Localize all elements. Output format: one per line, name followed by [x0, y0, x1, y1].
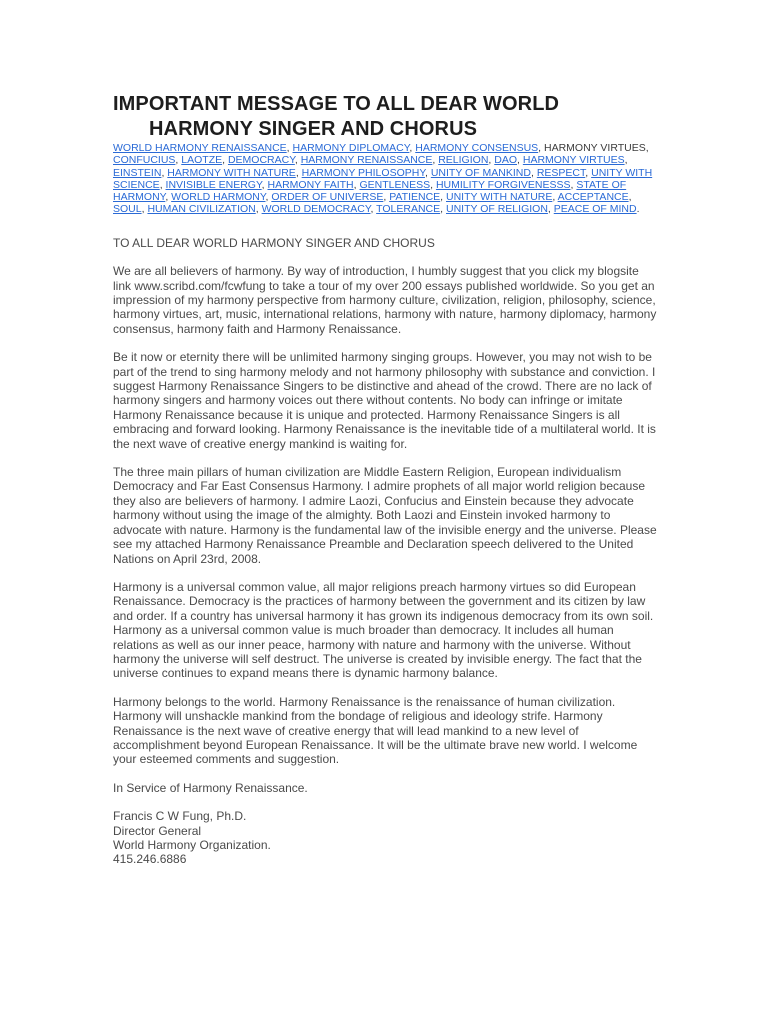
signature-role: Director General [113, 823, 202, 838]
tag-link[interactable]: UNITY WITH NATURE [446, 191, 553, 204]
tag-link[interactable]: DAO [494, 154, 518, 167]
tag-text: HARMONY VIRTUES [544, 142, 646, 154]
tag-link[interactable]: ACCEPTANCE [557, 191, 629, 204]
tag-link[interactable]: HUMILITY FORGIVENESSS [435, 178, 571, 191]
tag-link[interactable]: HARMONY PHILOSOPHY [301, 166, 425, 179]
paragraph-5: Harmony belongs to the world. Harmony Renaissance is the renaissance of human civilization. Harmony will unshackle mankind from the bondage of religious and ideology strife. Harmony Renaissance is the next wave of creative energy that will lead mankind to a new level of accomplishment beyond European Renaissance. It will be the ultimate brave new world. I welcome your esteemed comments and suggestion. [113, 694, 638, 767]
tag-link[interactable]: WORLD DEMOCRACY [261, 203, 371, 216]
tag-link[interactable]: WORLD HARMONY RENAISSANCE [113, 142, 287, 154]
tag-link[interactable]: HARMONY DIPLOMACY [292, 142, 410, 154]
document-body [113, 92, 658, 867]
tag-link[interactable]: UNITY OF MANKIND [430, 166, 531, 179]
salutation: TO ALL DEAR WORLD HARMONY SINGER AND CHORUS [113, 235, 435, 250]
paragraph-4: Harmony is a universal common value, all major religions preach harmony virtues so did European Renaissance. Democracy is the practices of harmony between the government and its citizen by law and order. If a country has universal harmony it has grown its indigenous democracy from its own soil. Harmony as a universal common value is much broader than democracy. It includes all human relations as well as our inner peace, harmony with nature and harmony with the universe. Without harmony the universe will self destruct. The universe is created by invisible energy. The fact that the universe continues to expand means there is dynamic harmony balance. [113, 579, 654, 681]
page-title [113, 92, 658, 142]
signature-org: World Harmony Organization. [113, 838, 271, 852]
tag-link[interactable]: INVISIBLE ENERGY [165, 178, 262, 191]
tag-link[interactable]: SOUL [113, 203, 142, 216]
tag-link[interactable]: GENTLENESS [359, 178, 431, 191]
tag-link[interactable]: CONFUCIUS [113, 154, 176, 167]
tag-link[interactable]: HUMAN CIVILIZATION [147, 203, 256, 216]
tag-link[interactable]: HARMONY VIRTUES [522, 154, 625, 167]
tag-link[interactable]: ORDER OF UNIVERSE [271, 191, 384, 204]
tag-list: WORLD HARMONY RENAISSANCE, HARMONY DIPLOMACY, HARMONY CONSENSUS, HARMONY VIRTUES, CONFUCIUS, LAOTZE, DEMOCRACY, HARMONY RENAISSANCE, RELIGION, DAO, HARMONY VIRTUES, EINSTEIN, HARMONY WITH NATURE, HARMONY PHILOSOPHY, UNITY OF MANKIND, RESPECT, UNITY WITH SCIENCE, INVISIBLE ENERGY, HARMONY FAITH, GENTLENESS, HUMILITY FORGIVENESSS, STATE OF HARMONY, WORLD HARMONY, ORDER OF UNIVERSE, PATIENCE, UNITY WITH NATURE, ACCEPTANCE, SOUL, HUMAN CIVILIZATION, WORLD DEMOCRACY, TOLERANCE, UNITY OF RELIGION, PEACE OF MIND. [113, 142, 653, 216]
closing-line: In Service of Harmony Renaissance. [113, 780, 308, 795]
tag-link[interactable]: PEACE OF MIND [553, 203, 637, 216]
title-line-1: IMPORTANT MESSAGE TO ALL DEAR WORLD [113, 93, 560, 115]
tag-link[interactable]: HARMONY CONSENSUS [415, 142, 539, 154]
tag-link[interactable]: UNITY WITH SCIENCE [113, 166, 653, 191]
tag-link[interactable]: DEMOCRACY [227, 154, 295, 167]
tag-link[interactable]: HARMONY RENAISSANCE [300, 154, 433, 167]
tag-link[interactable]: WORLD HARMONY [171, 191, 266, 204]
tag-link[interactable]: HARMONY WITH NATURE [167, 166, 296, 179]
title-line-2: HARMONY SINGER AND CHORUS [149, 118, 478, 140]
tag-link[interactable]: LAOTZE [181, 154, 223, 167]
paragraph-2: Be it now or eternity there will be unlimited harmony singing groups. However, you may not wish to be part of the trend to sing harmony melody and not harmony philosophy with substance and conviction. I suggest Harmony Renaissance Singers to be distinctive and ahead of the crowd. There are no lack of harmony singers and harmony voices out there without contents. No body can infringe or imitate Harmony Renaissance because it is unique and protected. Harmony Renaissance Singers is all embracing and forward looking. Harmony Renaissance is the inevitable tide of a multilateral world. It is the next wave of creative energy mankind is waiting for. [113, 350, 656, 451]
tag-link[interactable]: TOLERANCE [376, 203, 441, 216]
tag-link[interactable]: STATE OF HARMONY [113, 178, 627, 204]
paragraph-3: The three main pillars of human civilization are Middle Eastern Religion, European individualism Democracy and Far East Consensus Harmony. I admire prophets of all major world religion because they also are believers of harmony. I admire Laozi, Confucius and Einstein because they advocate harmony without using the image of the almighty. Both Laozi and Einstein invoked harmony to advocate with nature. Harmony is the fundamental law of the invisible energy and the universe. Please see my attached Harmony Renaissance Preamble and Declaration speech delivered to the United Nations on April 23rd, 2008. [113, 465, 657, 566]
signature-name: Francis C W Fung, Ph.D. [113, 809, 247, 824]
signature-block [113, 809, 658, 867]
tag-link[interactable]: UNITY OF RELIGION [446, 203, 548, 216]
signature-phone: 415.246.6886 [113, 852, 187, 867]
tag-link[interactable]: RELIGION [438, 154, 489, 167]
tag-link[interactable]: PATIENCE [389, 191, 441, 204]
tag-link[interactable]: EINSTEIN [113, 166, 162, 179]
tag-link[interactable]: RESPECT [536, 166, 586, 179]
tag-link[interactable]: HARMONY FAITH [267, 178, 354, 191]
paragraph-1: We are all believers of harmony. By way of introduction, I humbly suggest that you click my blogsite link www.scribd.com/fcwfung to take a tour of my over 200 essays published worldwide. So you get an impression of my harmony perspective from harmony culture, civilization, religion, philosophy, science, harmony virtues, art, music, international relations, harmony with nature, harmony diplomacy, harmony consensus, harmony faith and Harmony Renaissance. [113, 264, 657, 336]
